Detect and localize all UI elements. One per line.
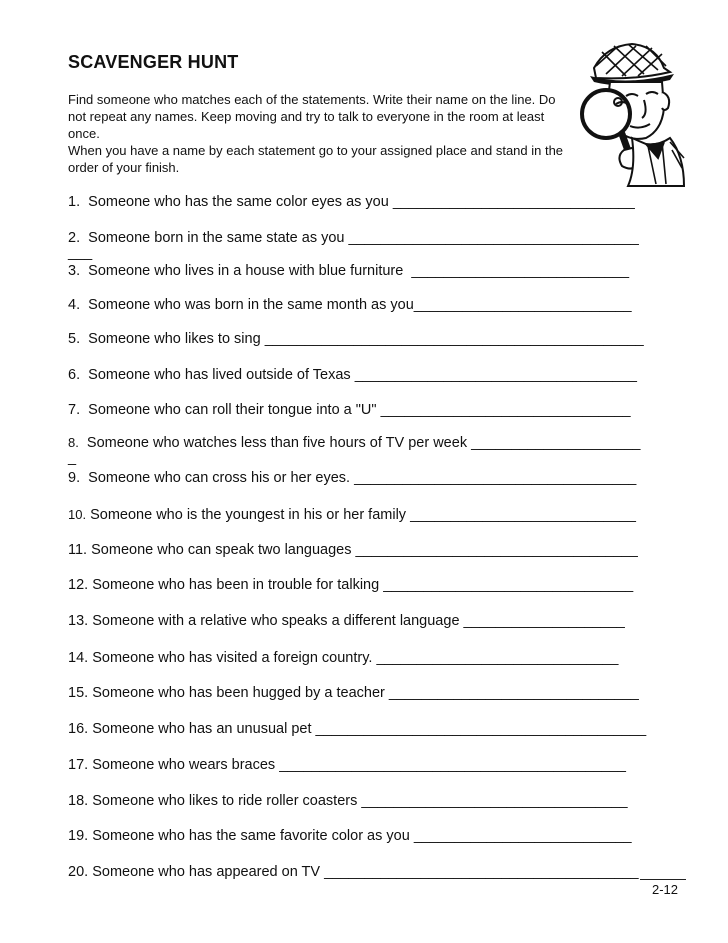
item-statement: Someone who has an unusual pet [92, 721, 312, 737]
item-statement: Someone who has the same favorite color as you [92, 828, 410, 844]
list-item [68, 469, 683, 487]
item-number: 18. [68, 793, 89, 809]
list-item [68, 229, 683, 247]
item-statement: Someone who was born in the same month as you [88, 297, 414, 313]
item-statement: Someone who has lived outside of Texas [88, 367, 351, 383]
name-line[interactable]: ______________________________ [376, 650, 619, 666]
list-item [68, 401, 683, 419]
list-item [68, 612, 683, 630]
item-statement: Someone with a relative who speaks a different language [92, 613, 460, 629]
instructions-paragraph-1: Find someone who matches each of the statements. Write their name on the line. Do not repeat any names. Keep moving and try to talk to everyone in the room at least once. [68, 92, 556, 141]
item-number: 10. [68, 507, 87, 522]
name-line-overflow: ___ [68, 245, 93, 261]
list-item [68, 366, 683, 384]
item-number: 14. [68, 650, 89, 666]
name-line[interactable]: ____________________ [463, 613, 625, 629]
list-item [68, 827, 683, 845]
item-number: 7. [68, 402, 81, 418]
list-item [68, 296, 683, 314]
instructions-paragraph-2: When you have a name by each statement go to your assigned place and stand in the order of your finish. [68, 143, 564, 175]
list-item [68, 434, 683, 452]
item-number: 3. [68, 263, 81, 279]
list-item [68, 792, 683, 810]
item-number: 13. [68, 613, 89, 629]
name-line[interactable]: ___________________________________ [354, 367, 637, 383]
name-line[interactable]: _____________________ [471, 435, 641, 451]
item-statement: Someone who likes to sing [88, 331, 261, 347]
item-number: 5. [68, 331, 81, 347]
item-number: 2. [68, 230, 81, 246]
list-item [68, 506, 683, 524]
list-item [68, 649, 683, 667]
detective-with-magnifying-glass-icon [566, 38, 688, 188]
item-statement: Someone born in the same state as you [88, 230, 345, 246]
item-number: 1. [68, 194, 81, 210]
item-statement: Someone who has appeared on TV [92, 864, 321, 880]
name-line[interactable]: _______________________________ [383, 577, 634, 593]
list-item [68, 756, 683, 774]
list-item [68, 330, 683, 348]
worksheet-title: SCAVENGER HUNT [68, 52, 239, 72]
item-statement: Someone who has visited a foreign country. [92, 650, 373, 666]
name-line[interactable]: _________________________________________ [315, 721, 647, 737]
name-line[interactable]: ___________________________ [413, 828, 632, 844]
name-line[interactable]: ____________________________________ [348, 230, 639, 246]
name-line-overflow: _ [68, 450, 77, 466]
name-line[interactable]: ___________________________________________ [279, 757, 626, 773]
item-number: 17. [68, 757, 89, 773]
name-line[interactable]: _______________________________ [380, 402, 631, 418]
list-item [68, 720, 683, 738]
item-number: 12. [68, 577, 89, 593]
list-item [68, 541, 683, 559]
item-number: 9. [68, 470, 81, 486]
item-statement: Someone who likes to ride roller coasters [92, 793, 358, 809]
name-line[interactable]: ___________________________________ [354, 470, 637, 486]
list-item [68, 193, 683, 211]
item-number: 8. [68, 435, 79, 450]
item-number: 19. [68, 828, 89, 844]
name-line[interactable]: _______________________________________________ [264, 331, 644, 347]
name-line[interactable]: _______________________________ [388, 685, 639, 701]
item-number: 11. [68, 542, 88, 558]
page-number: 2-12 [652, 882, 679, 897]
item-statement: Someone who can roll their tongue into a "U" [88, 402, 377, 418]
name-line[interactable]: _________________________________ [361, 793, 628, 809]
item-statement: Someone who is the youngest in his or her family [90, 507, 407, 523]
item-statement: Someone who lives in a house with blue furniture [88, 263, 404, 279]
list-item [68, 863, 683, 881]
item-number: 16. [68, 721, 89, 737]
item-statement: Someone who wears braces [92, 757, 276, 773]
item-number: 15. [68, 685, 89, 701]
name-line[interactable]: ____________________________ [410, 507, 636, 523]
list-item [68, 684, 683, 702]
item-number: 6. [68, 367, 81, 383]
name-line[interactable]: ______________________________ [392, 194, 635, 210]
name-line[interactable]: ___________________________ [411, 263, 630, 279]
name-line[interactable]: ___________________________ [413, 297, 632, 313]
item-statement: Someone who can cross his or her eyes. [88, 470, 351, 486]
item-statement: Someone who has been in trouble for talking [92, 577, 380, 593]
instructions [68, 91, 568, 176]
item-statement: Someone who can speak two languages [91, 542, 352, 558]
item-statement: Someone who has been hugged by a teacher [92, 685, 385, 701]
item-number: 20. [68, 864, 89, 880]
name-line[interactable]: _______________________________________ [324, 864, 639, 880]
item-statement: Someone who watches less than five hours of TV per week [86, 435, 468, 451]
list-item [68, 262, 683, 280]
list-item [68, 576, 683, 594]
name-line[interactable]: ___________________________________ [355, 542, 638, 558]
item-number: 4. [68, 297, 81, 313]
item-statement: Someone who has the same color eyes as you [88, 194, 389, 210]
page-number-rule [640, 879, 686, 880]
